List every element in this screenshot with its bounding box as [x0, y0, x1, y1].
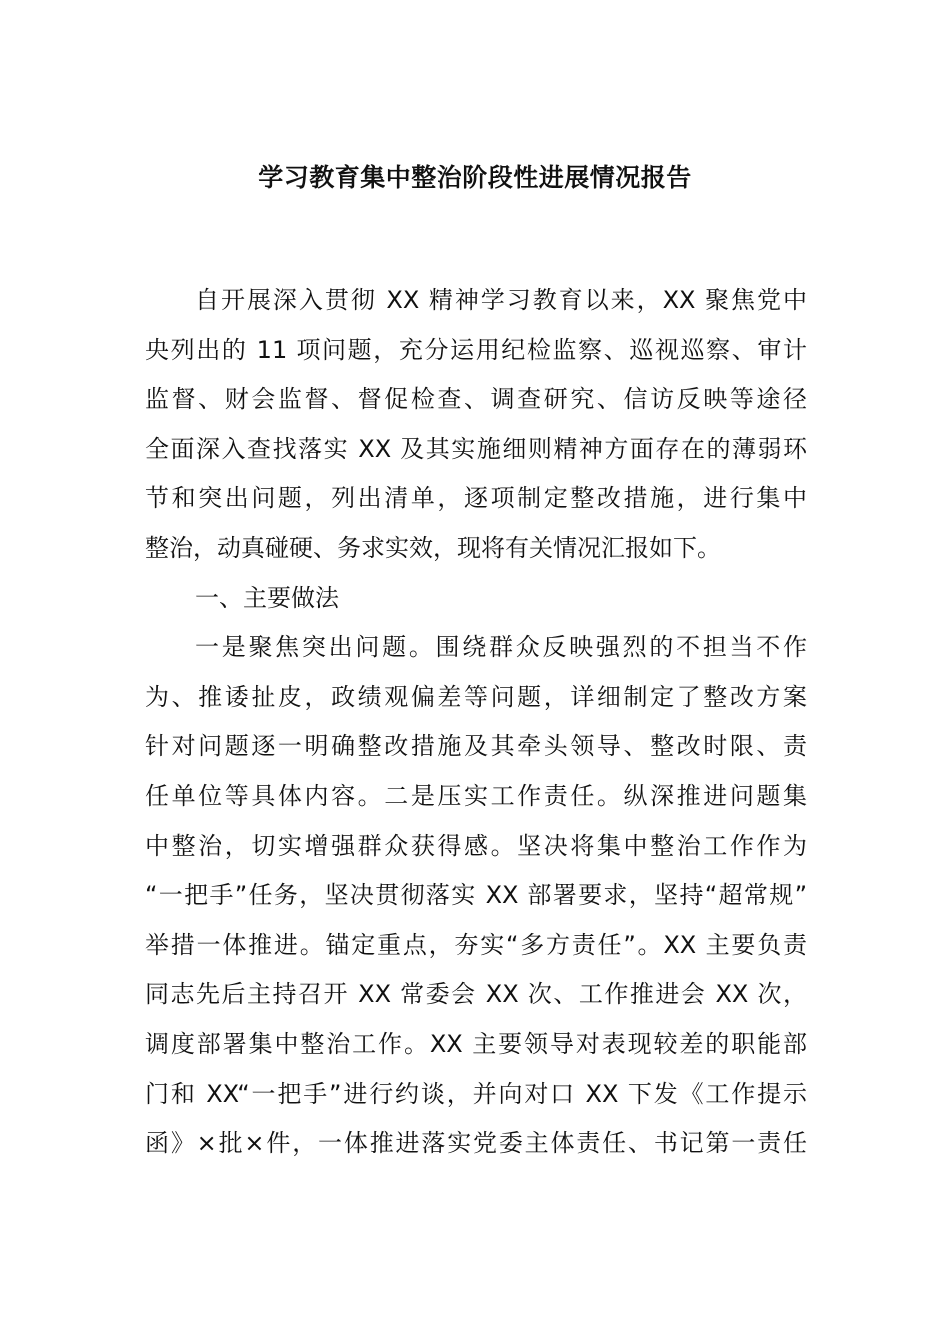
text-line: 全面深入查找落实 XX 及其实施细则精神方面存在的薄弱环	[145, 434, 807, 463]
text-line: 整治，动真碰硬、务求实效，现将有关情况汇报如下。	[145, 533, 721, 562]
text-line: 针对问题逐一明确整改措施及其牵头领导、整改时限、责	[145, 732, 807, 761]
text-line: 同志先后主持召开 XX 常委会 XX 次、工作推进会 XX 次，	[145, 980, 807, 1009]
text-line: “一把手”任务，坚决贯彻落实 XX 部署要求，坚持“超常规”	[145, 881, 807, 910]
text-line: 一是聚焦突出问题。围绕群众反映强烈的不担当不作	[195, 633, 807, 662]
text-line: 为、推诿扯皮，政绩观偏差等问题，详细制定了整改方案	[145, 682, 807, 711]
text-line: 自开展深入贯彻 XX 精神学习教育以来，XX 聚焦党中	[195, 286, 807, 314]
document-body	[145, 276, 807, 1169]
text-line: 调度部署集中整治工作。XX 主要领导对表现较差的职能部	[145, 1029, 807, 1058]
text-line: 监督、财会监督、督促检查、调查研究、信访反映等途径	[145, 385, 807, 414]
text-line: 函》×批×件，一体推进落实党委主体责任、书记第一责任	[145, 1129, 807, 1158]
text-line: 门和 XX“一把手”进行约谈，并向对口 XX 下发《工作提示	[145, 1079, 807, 1108]
text-line: 举措一体推进。锚定重点，夯实“多方责任”。XX 主要负责	[145, 930, 807, 959]
text-line: 节和突出问题，列出清单，逐项制定整改措施，进行集中	[145, 484, 807, 513]
text-line: 中整治，切实增强群众获得感。坚决将集中整治工作作为	[145, 831, 807, 860]
text-line: 任单位等具体内容。二是压实工作责任。纵深推进问题集	[145, 781, 807, 810]
document-title: 学习教育集中整治阶段性进展情况报告	[258, 163, 692, 192]
text-line: 一、主要做法	[195, 583, 339, 612]
text-line: 央列出的 11 项问题，充分运用纪检监察、巡视巡察、审计	[145, 335, 807, 364]
